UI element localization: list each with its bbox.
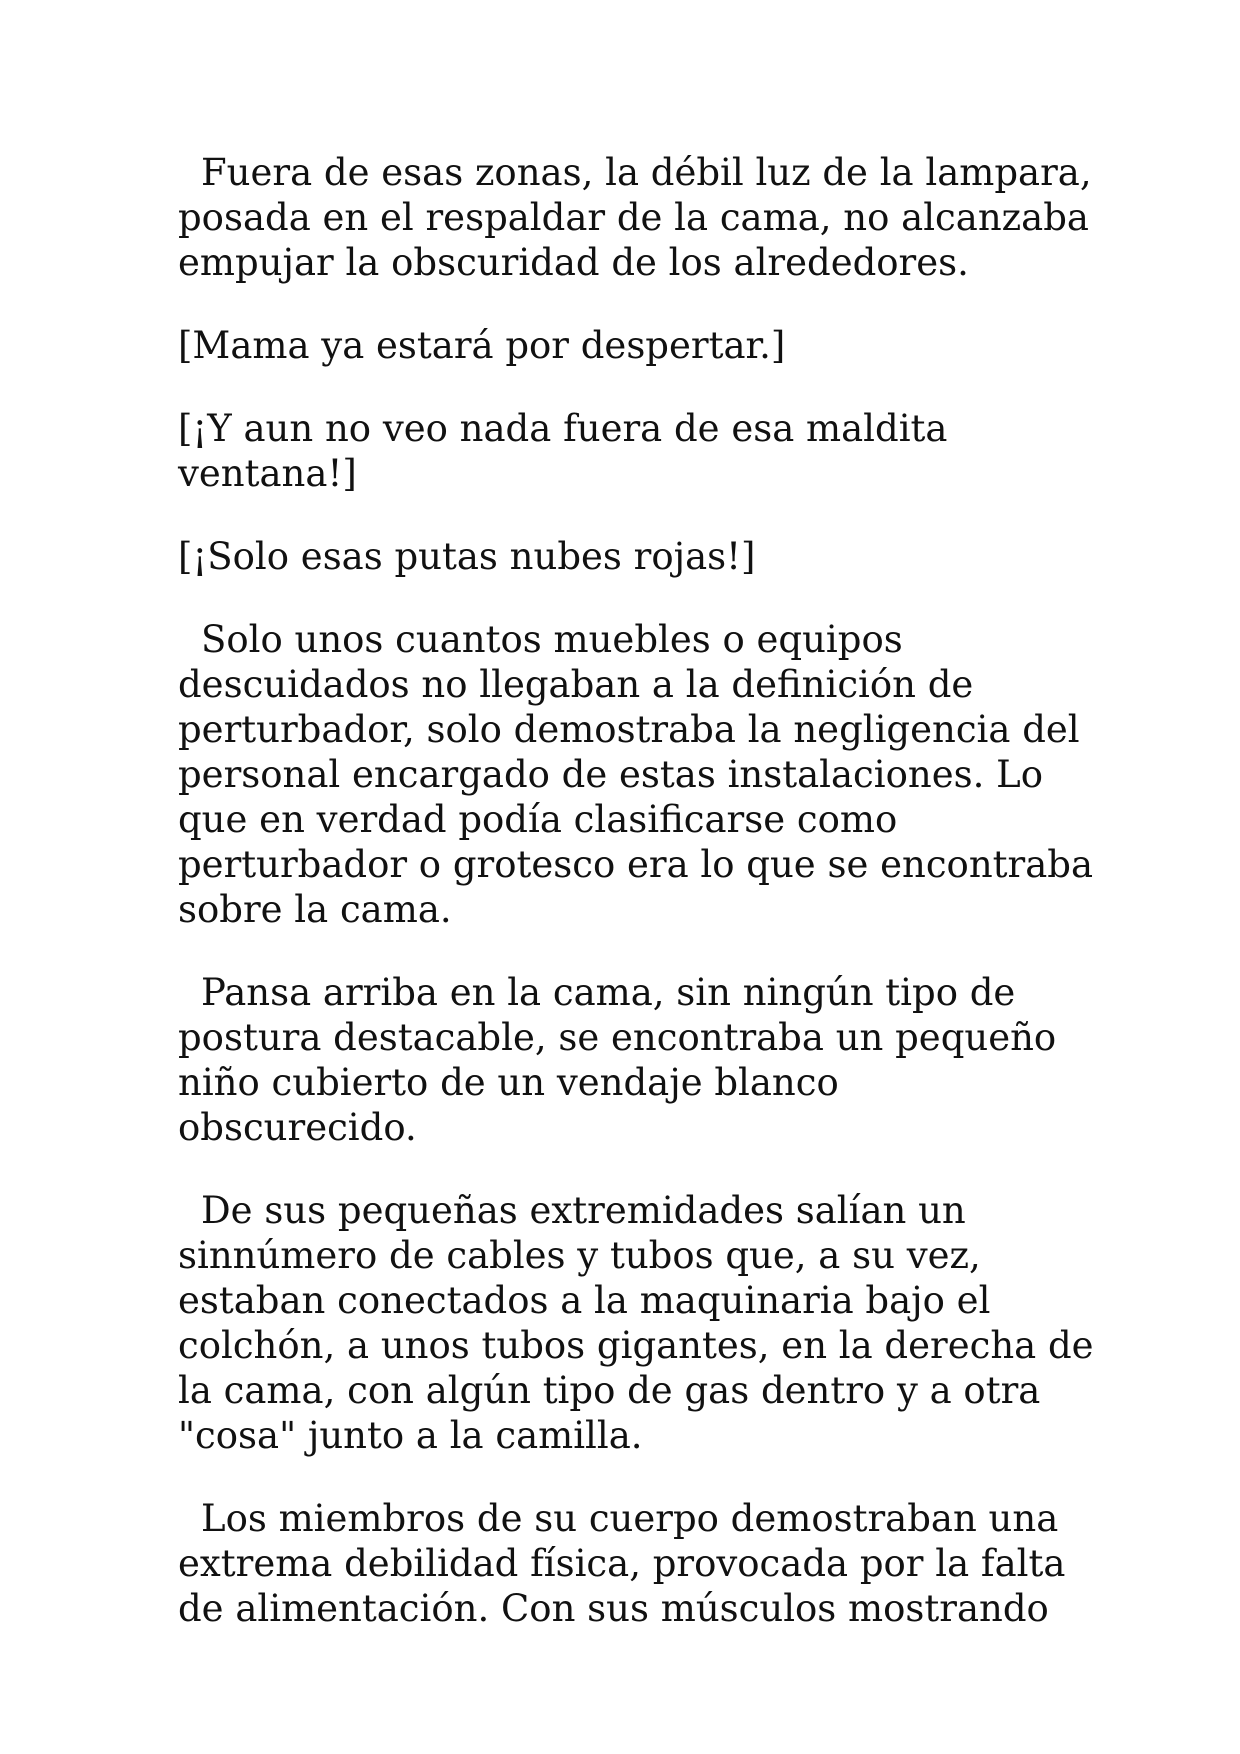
text-line: perturbador o grotesco era lo que se encontraba <box>178 843 1094 886</box>
text-line: descuidados no llegaban a la definición de <box>178 663 974 706</box>
text-line: sinnúmero de cables y tubos que, a su vez, <box>178 1234 981 1277</box>
text-line: posada en el respaldar de la cama, no alcanzaba <box>178 196 1089 239</box>
text-line: empujar la obscuridad de los alrededores. <box>178 241 969 284</box>
text-line: sobre la cama. <box>178 888 452 931</box>
text-line: [¡Solo esas putas nubes rojas!] <box>178 535 756 578</box>
text-line: que en verdad podía clasificarse como <box>178 798 898 841</box>
text-line: colchón, a unos tubos gigantes, en la derecha de <box>178 1324 1094 1367</box>
text-line: [¡Y aun no veo nada fuera de esa maldita <box>178 407 948 450</box>
text-line: Pansa arriba en la cama, sin ningún tipo de <box>201 971 1016 1014</box>
text-line: ventana!] <box>178 452 357 495</box>
text-line: la cama, con algún tipo de gas dentro y a otra <box>178 1369 1041 1412</box>
text-line: personal encargado de estas instalaciones. Lo <box>178 753 1043 796</box>
text-line: de alimentación. Con sus músculos mostrando <box>178 1587 1049 1630</box>
text-line: perturbador, solo demostraba la negligencia del <box>178 708 1080 751</box>
paragraph-3 <box>178 406 1078 496</box>
text-line: estaban conectados a la maquinaria bajo el <box>178 1279 991 1322</box>
paragraph-7 <box>178 1188 1094 1458</box>
text-line: Fuera de esas zonas, la débil luz de la lampara, <box>201 151 1092 194</box>
text-line: extrema debilidad física, provocada por la falta <box>178 1542 1066 1585</box>
paragraph-8 <box>178 1496 1078 1631</box>
text-line: niño cubierto de un vendaje blanco <box>178 1061 839 1104</box>
paragraph-2 <box>178 323 1078 368</box>
text-line: "cosa" junto a la camilla. <box>178 1414 643 1457</box>
text-line: postura destacable, se encontraba un pequeño <box>178 1016 1057 1059</box>
text-line: De sus pequeñas extremidades salían un <box>201 1189 966 1232</box>
text-line: Los miembros de su cuerpo demostraban una <box>201 1497 1059 1540</box>
body-text <box>178 150 1094 1669</box>
paragraph-1 <box>178 150 1092 285</box>
text-line: Solo unos cuantos muebles o equipos <box>201 618 903 661</box>
text-line: obscurecido. <box>178 1106 417 1149</box>
paragraph-5 <box>178 617 1094 932</box>
text-line: [Mama ya estará por despertar.] <box>178 324 786 367</box>
paragraph-6 <box>178 970 1078 1150</box>
paragraph-4 <box>178 534 1078 579</box>
